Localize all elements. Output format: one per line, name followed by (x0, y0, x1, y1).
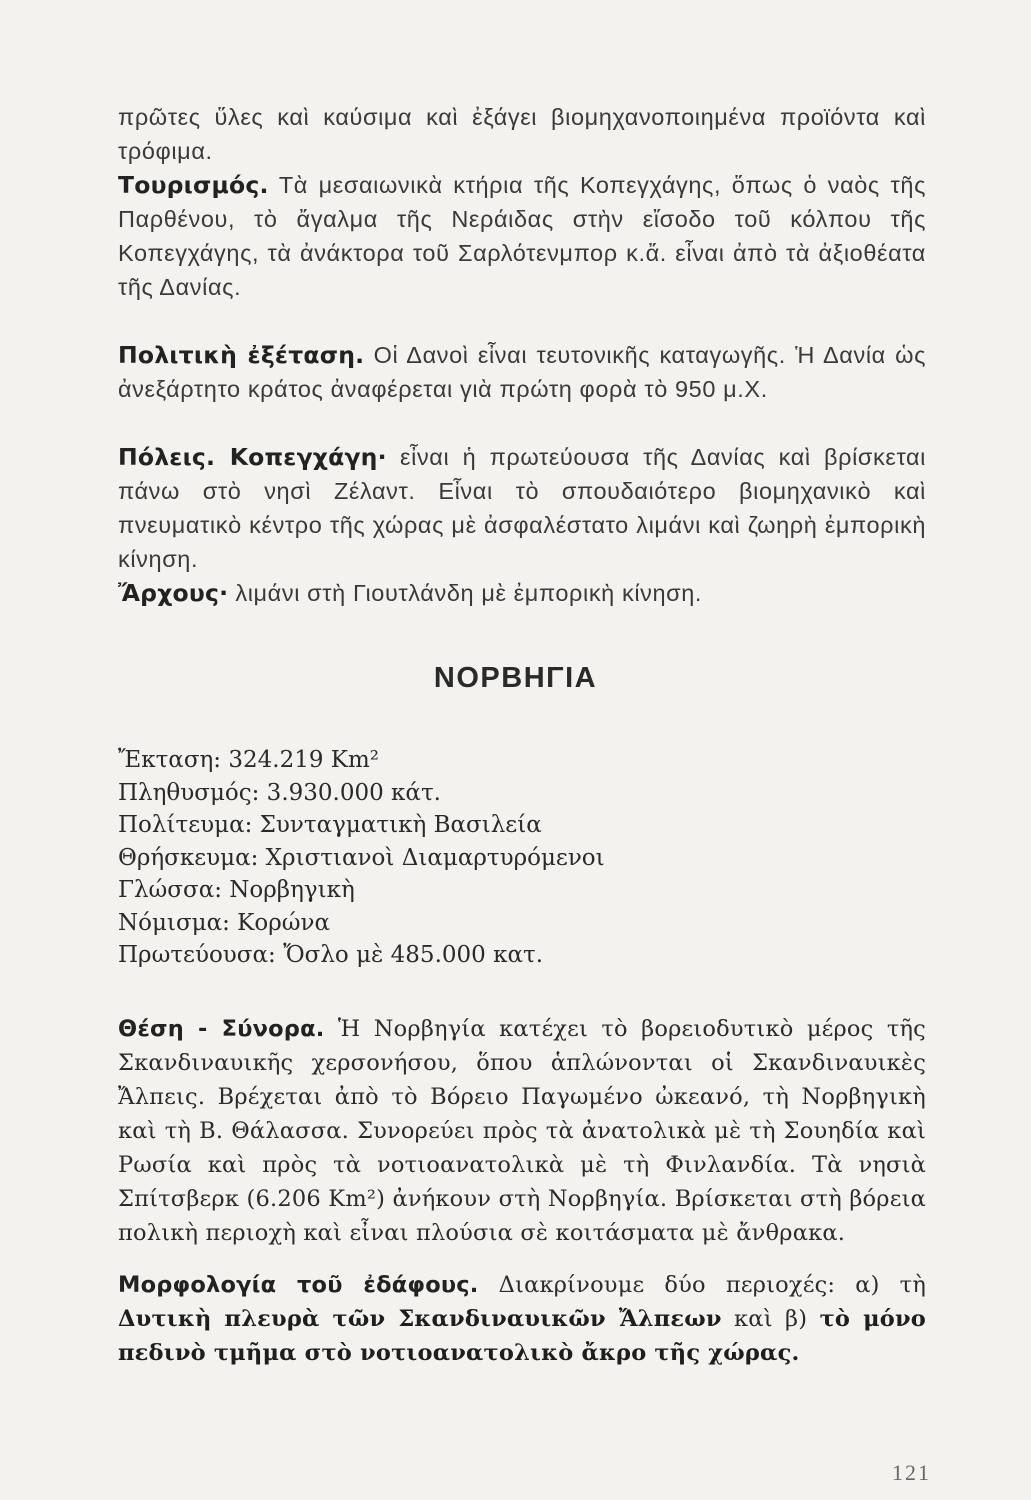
aarhus-heading: Ἄρχους· (118, 579, 229, 607)
trade-paragraph (118, 100, 926, 168)
politics-paragraph (118, 338, 926, 406)
fact-language: Γλώσσα: Νορβηγικὴ (118, 877, 355, 903)
aarhus-text: λιμάνι στὴ Γιουτλάνδη μὲ ἐμπορικὴ κίνηση. (228, 580, 703, 606)
cities-heading: Πόλεις. (118, 443, 216, 471)
politics-text: Οἱ Δανοὶ εἶναι τευτονικῆς καταγωγῆς. Ἡ Δανία ὡς ἀνεξάρτητο κράτος ἀναφέρεται γιὰ πρώτη φορὰ τὸ 950 μ.Χ. (118, 342, 926, 402)
politics-heading: Πολιτικὴ ἐξέταση. (118, 341, 365, 369)
page-number: 121 (892, 1460, 931, 1485)
morphology-region-a: Δυτικὴ πλευρὰ τῶν Σκανδιναυικῶν Ἄλπεων (118, 1306, 722, 1332)
morphology-heading: Μορφολογία τοῦ ἐδάφους. (118, 1272, 479, 1298)
fact-capital: Πρωτεύουσα: Ὄσλο μὲ 485.000 κατ. (118, 942, 544, 968)
morphology-text: Διακρίνουμε δύο περιοχές: α) τὴ (478, 1272, 926, 1298)
fact-currency: Νόμισμα: Κορώνα (118, 909, 330, 936)
position-paragraph (118, 1012, 926, 1250)
copenhagen-text: εἶναι ἡ πρωτεύουσα τῆς Δανίας καὶ βρίσκεται πάνω στὸ νησὶ Ζέλαντ. Εἶναι τὸ σπουδαιότερο βιομηχανικὸ καὶ πνευματικὸ κέντρο τῆς χώρας μὲ ἀσφαλέστατο λιμάνι καὶ ζωηρὴ ἐμπορικὴ κίνηση. (118, 444, 926, 572)
morphology-paragraph (118, 1268, 926, 1370)
tourism-heading: Τουρισμός. (118, 171, 269, 199)
fact-religion: Θρήσκευμα: Χριστιανοὶ Διαμαρτυρόμενοι (118, 844, 605, 871)
copenhagen-heading: Κοπεγχάγη· (215, 443, 387, 471)
trade-text: πρῶτες ὕλες καὶ καύσιμα καὶ ἐξάγει βιομηχανοποιημένα προϊόντα καὶ τρόφιμα. (118, 104, 926, 164)
tourism-paragraph (118, 168, 926, 304)
position-heading: Θέση - Σύνορα. (118, 1016, 325, 1042)
section-title-norway: ΝΟΡΒΗΓΙΑ (433, 662, 598, 694)
morphology-region-b: τὸ μόνο πεδινὸ τμῆμα στὸ νοτιοανατολικὸ ἄκρο τῆς χώρας. (118, 1306, 927, 1366)
tourism-text: Τὰ μεσαιωνικὰ κτήρια τῆς Κοπεγχάγης, ὅπως ὁ ναὸς τῆς Παρθένου, τὸ ἄγαλμα τῆς Νεράιδας στὴν εἴσοδο τοῦ κόλπου τῆς Κοπεγχάγης, τὰ ἀνάκτορα τοῦ Σαρλότενμπορ κ.ἄ. εἶναι ἀπὸ τὰ ἀξιοθέατα τῆς Δανίας. (118, 172, 926, 300)
cities-paragraph (118, 440, 926, 610)
fact-area: Ἔκταση: 324.219 Km² (118, 747, 379, 773)
fact-government: Πολίτευμα: Συνταγματικὴ Βασιλεία (118, 812, 542, 838)
morphology-and: καὶ β) (721, 1306, 820, 1332)
norway-facts (118, 744, 818, 972)
fact-population: Πληθυσμός: 3.930.000 κάτ. (118, 779, 441, 806)
position-text: Ἡ Νορβηγία κατέχει τὸ βορειοδυτικὸ μέρος τῆς Σκανδιναυικῆς χερσονήσου, ὅπου ἁπλώνονται οἱ Σκανδιναυικὲς Ἄλπεις. Βρέχεται ἀπὸ τὸ Βόρειο Παγωμένο ὠκεανό, τὴ Νορβηγικὴ καὶ τὴ Β. Θάλασσα. Συνορεύει πρὸς τὰ ἀνατολικὰ μὲ τὴ Σουηδία καὶ Ρωσία καὶ πρὸς τὰ νοτιοανατολικὰ μὲ τὴ Φινλανδία. Τὰ νησιὰ Σπίτσβερκ (6.206 Km²) ἀνήκουν στὴ Νορβηγία. Βρίσκεται στὴ βόρεια πολικὴ περιοχὴ καὶ εἶναι πλούσια σὲ κοιτάσματα μὲ ἄνθρακα. (118, 1016, 926, 1246)
